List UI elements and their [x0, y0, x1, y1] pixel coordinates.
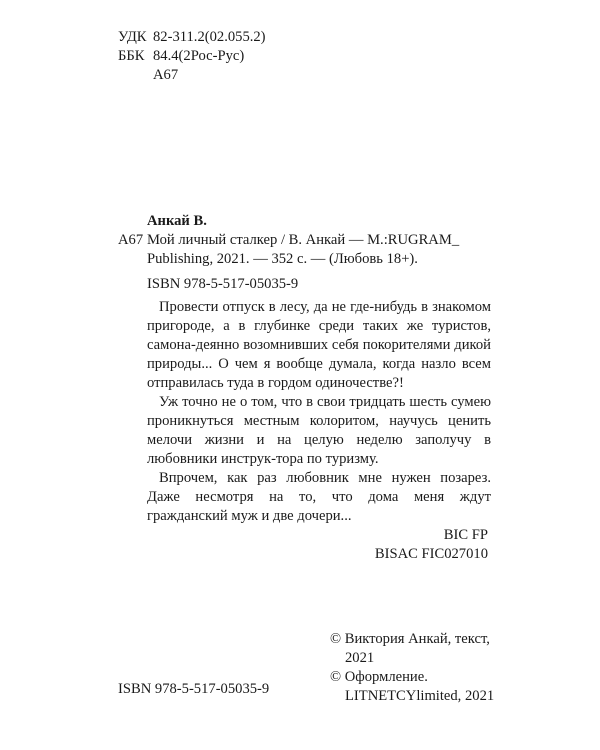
- bib-line: Publishing, 2021. — 352 с. — (Любовь 18+).: [147, 251, 418, 267]
- bbk-label: ББК: [118, 48, 145, 64]
- author-sign: А67: [153, 67, 179, 83]
- isbn-top: ISBN 978-5-517-05035-9: [147, 276, 299, 292]
- copyright-block: [330, 630, 494, 706]
- bbk-value: 84.4(2Рос-Рус): [153, 48, 245, 64]
- copyright-design-holder: LITNETCYlimited, 2021: [345, 688, 495, 704]
- udk-value: 82-311.2(02.055.2): [153, 29, 266, 45]
- udk-row: [118, 28, 266, 47]
- copyright-design-line: © Оформление.: [330, 669, 428, 685]
- author-name: Анкай В.: [147, 213, 207, 229]
- bib-line: Мой личный сталкер / В. Анкай — М.:RUGRAM_: [147, 232, 460, 248]
- annotation: [147, 298, 491, 526]
- author-index: А67: [118, 232, 144, 248]
- copyright-text-line: © Виктория Анкай, текст,: [330, 631, 490, 647]
- udk-label: УДК: [118, 29, 147, 45]
- copyright-text-year: 2021: [345, 650, 375, 666]
- isbn-bottom: ISBN 978-5-517-05035-9: [118, 681, 270, 697]
- annotation-paragraph: Провести отпуск в лесу, да не где-нибудь в знакомом пригороде, а в глубинке среди таких же туристов, самона-деянно возомнивших себя покорителями дикой природы... О чем я вообще думала, когда назло всем отправилась туда в гордом одиночестве?!: [147, 299, 491, 391]
- annotation-paragraph: Уж точно не о том, что в свои тридцать шесть сумею проникнуться местным колоритом, научусь ценить мелочи жизни и на целую неделю заполучу в любовники инструк-тора по туризму.: [147, 394, 491, 467]
- bisac-code: BISAC FIC027010: [374, 546, 488, 562]
- bibliographic-description: [147, 231, 459, 269]
- annotation-paragraph: Впрочем, как раз любовник мне нужен позарез. Даже несмотря на то, что дома меня ждут гражданский муж и две дочери...: [147, 470, 491, 524]
- bbk-row: [118, 47, 266, 66]
- bic-code: BIC FP: [443, 527, 488, 543]
- subject-classification: [375, 526, 488, 564]
- classification-codes: [118, 28, 266, 85]
